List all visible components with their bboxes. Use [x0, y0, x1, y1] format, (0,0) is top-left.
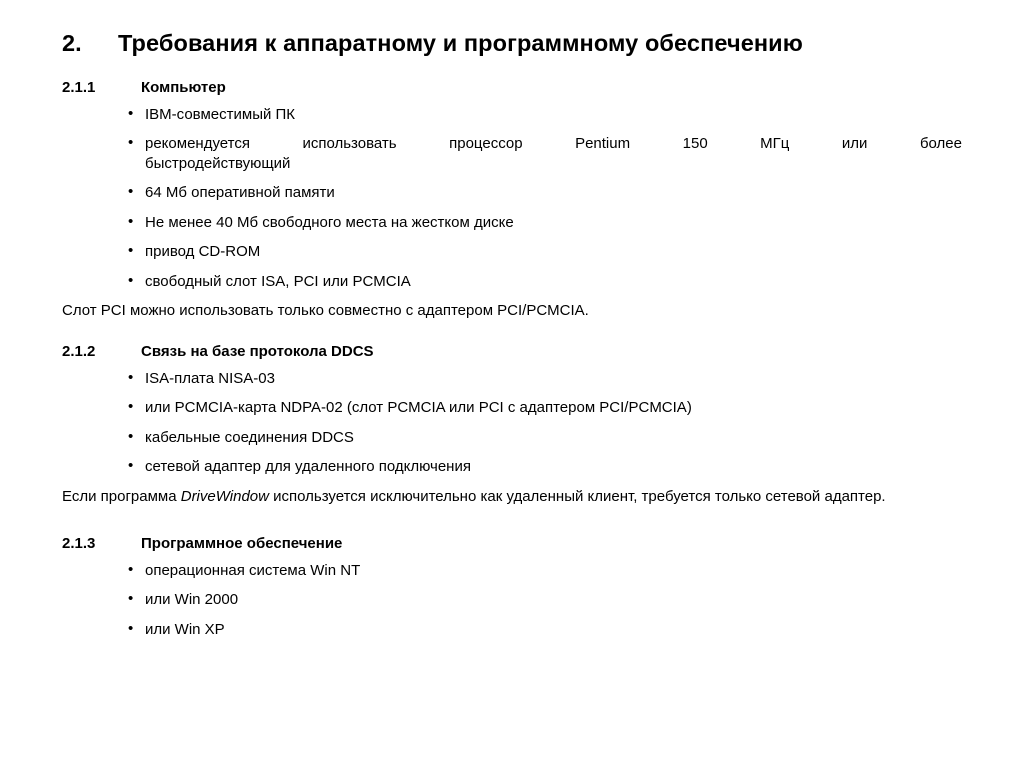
note-part-after: используется исключительно как удаленный клиент, требуется только сетевой адаптер.	[268, 487, 886, 505]
page-title	[62, 28, 962, 59]
section-number: 2.1.1	[62, 78, 96, 96]
section-label: Компьютер	[141, 78, 226, 96]
list-item: • ISA-плата NISA-03	[62, 369, 962, 389]
page-title-text: Требования к аппаратному и программному обеспечению	[118, 30, 803, 56]
section-heading-software	[62, 535, 962, 552]
note-product-name-emphasis: Window	[215, 487, 269, 505]
list-item: • 64 Мб оперативной памяти	[62, 183, 962, 203]
section-number: 2.1.3	[62, 534, 96, 552]
list-item: • операционная система Win NT	[62, 561, 962, 581]
list-item: • привод CD-ROM	[62, 242, 962, 262]
list-item: • свободный слот ISA, PCI или PCMCIA	[62, 272, 962, 292]
bullet-list-ddcs	[62, 369, 962, 477]
bullet-list-computer	[62, 105, 962, 292]
section-ddcs	[62, 343, 962, 507]
section-heading-computer	[62, 79, 962, 96]
section-computer	[62, 79, 962, 321]
list-item	[62, 134, 962, 173]
section-note-ddcs	[62, 487, 962, 507]
list-item-line: рекомендуется использовать процессор Pentium 150 МГц или более	[145, 135, 962, 153]
section-number: 2.1.2	[62, 342, 96, 360]
page-title-number: 2.	[62, 30, 82, 56]
note-product-name: Drive	[180, 487, 216, 505]
section-label: Программное обеспечение	[141, 534, 343, 552]
list-item: • или Win XP	[62, 620, 962, 640]
note-part-before: Если программа	[62, 487, 181, 505]
list-item: • кабельные соединения DDCS	[62, 428, 962, 448]
list-item: • Не менее 40 Мб свободного места на жестком диске	[62, 213, 962, 233]
section-note-computer: Слот PCI можно использовать только совместно с адаптером PCI/PCMCIA.	[62, 302, 589, 320]
list-item: • или Win 2000	[62, 590, 962, 610]
list-item: • или PCMCIA-карта NDPA-02 (слот PCMCIA или PCI с адаптером PCI/PCMCIA)	[62, 398, 962, 418]
list-item-continuation: быстродействующий	[145, 154, 291, 172]
section-label: Связь на базе протокола DDCS	[141, 342, 374, 360]
section-heading-ddcs	[62, 343, 962, 360]
list-item: • IBM-совместимый ПК	[62, 105, 962, 125]
bullet-list-software	[62, 561, 962, 640]
list-item: • сетевой адаптер для удаленного подключения	[62, 457, 962, 477]
section-software	[62, 535, 962, 640]
